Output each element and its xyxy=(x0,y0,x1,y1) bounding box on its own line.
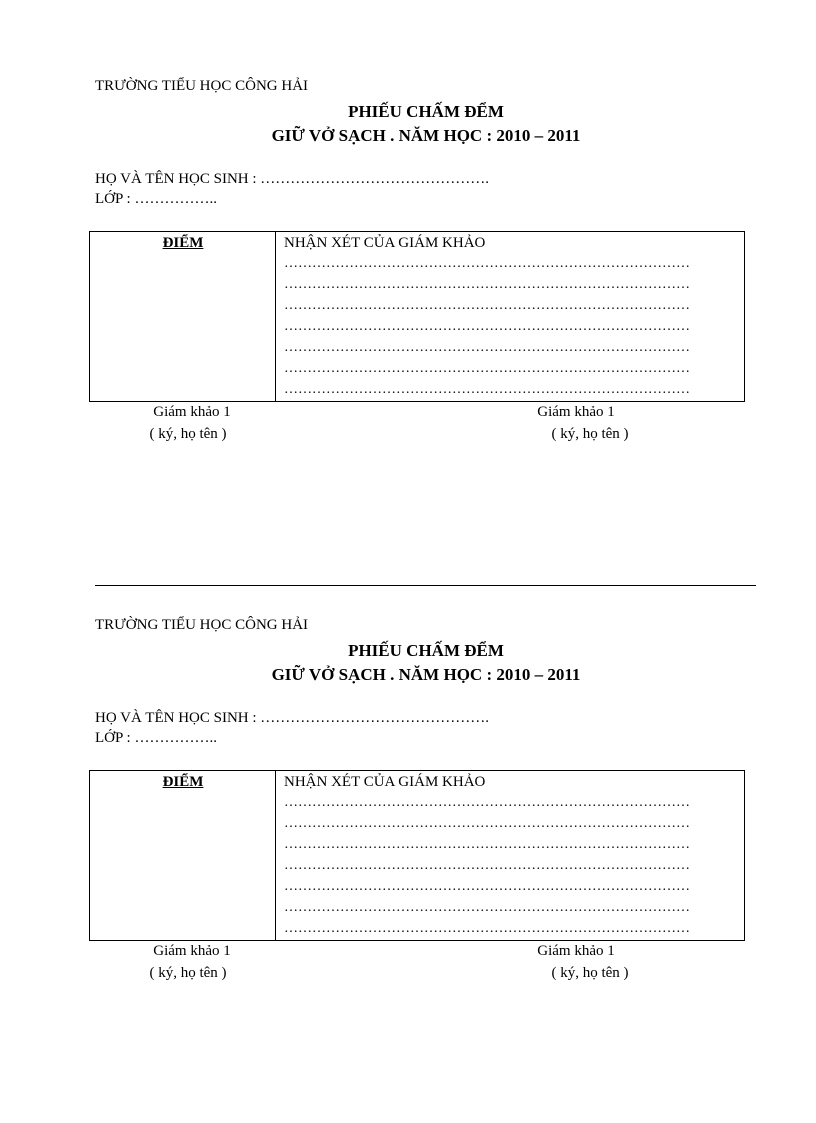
comment-header: NHẬN XÉT CỦA GIÁM KHẢO xyxy=(284,774,486,790)
score-cell xyxy=(90,771,276,940)
comment-line: …………………………………………………………………………… xyxy=(284,277,690,292)
examiner-right-signature-note: ( ký, họ tên ) xyxy=(551,965,629,981)
examiner-right-label: Giám khảo 1 xyxy=(537,404,615,420)
examiner-left-signature-note: ( ký, họ tên ) xyxy=(149,426,227,442)
school-name: TRƯỜNG TIỂU HỌC CÔNG HẢI xyxy=(95,78,309,94)
grade-table xyxy=(89,770,745,941)
comment-line: …………………………………………………………………………… xyxy=(284,879,690,894)
comment-line: …………………………………………………………………………… xyxy=(284,795,690,810)
form-subtitle: GIỮ VỞ SẠCH . NĂM HỌC : 2010 – 2011 xyxy=(271,665,581,684)
comment-cell xyxy=(276,232,744,401)
grading-form-2 xyxy=(0,539,816,999)
comment-line: …………………………………………………………………………… xyxy=(284,900,690,915)
student-name-field: HỌ VÀ TÊN HỌC SINH : ………………………………………. xyxy=(95,171,490,187)
examiner-left-signature-note: ( ký, họ tên ) xyxy=(149,965,227,981)
comment-line: …………………………………………………………………………… xyxy=(284,382,690,397)
comment-header: NHẬN XÉT CỦA GIÁM KHẢO xyxy=(284,235,486,251)
class-field: LỚP : …………….. xyxy=(95,191,217,207)
comment-cell xyxy=(276,771,744,940)
form-title: PHIẾU CHẤM ĐỂM xyxy=(348,102,504,121)
comment-line: …………………………………………………………………………… xyxy=(284,298,690,313)
comment-line: …………………………………………………………………………… xyxy=(284,256,690,271)
comment-line: …………………………………………………………………………… xyxy=(284,858,690,873)
comment-line: …………………………………………………………………………… xyxy=(284,361,690,376)
grading-form-1 xyxy=(0,0,816,460)
examiner-left-label: Giám khảo 1 xyxy=(153,404,231,420)
score-cell xyxy=(90,232,276,401)
examiner-right-signature-note: ( ký, họ tên ) xyxy=(551,426,629,442)
form-title: PHIẾU CHẤM ĐỂM xyxy=(348,641,504,660)
examiner-left-label: Giám khảo 1 xyxy=(153,943,231,959)
form-subtitle: GIỮ VỞ SẠCH . NĂM HỌC : 2010 – 2011 xyxy=(271,126,581,145)
comment-line: …………………………………………………………………………… xyxy=(284,921,690,936)
school-name: TRƯỜNG TIỂU HỌC CÔNG HẢI xyxy=(95,617,309,633)
student-name-field: HỌ VÀ TÊN HỌC SINH : ………………………………………. xyxy=(95,710,490,726)
grade-table xyxy=(89,231,745,402)
examiner-right-label: Giám khảo 1 xyxy=(537,943,615,959)
score-header: ĐIỂM xyxy=(162,235,204,251)
comment-line: …………………………………………………………………………… xyxy=(284,816,690,831)
class-field: LỚP : …………….. xyxy=(95,730,217,746)
comment-line: …………………………………………………………………………… xyxy=(284,837,690,852)
score-header: ĐIỂM xyxy=(162,774,204,790)
comment-line: …………………………………………………………………………… xyxy=(284,319,690,334)
comment-line: …………………………………………………………………………… xyxy=(284,340,690,355)
